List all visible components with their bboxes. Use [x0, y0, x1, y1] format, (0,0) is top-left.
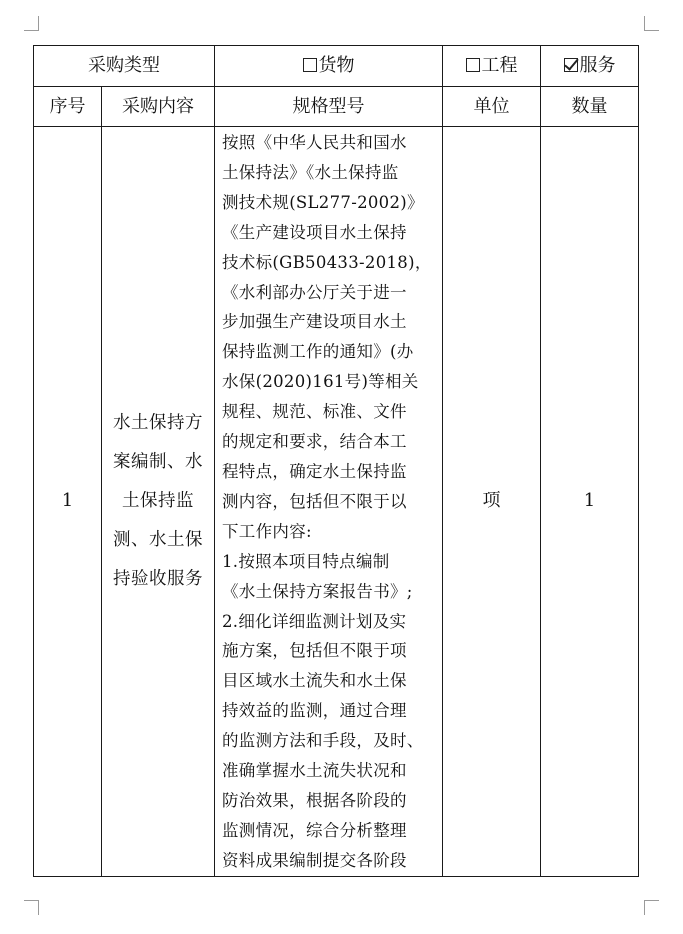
header-unit: 单位	[443, 87, 541, 127]
row-unit: 项	[443, 127, 541, 877]
row-content	[102, 127, 215, 877]
services-checked-checkbox-icon[interactable]	[564, 58, 578, 72]
table-row	[34, 127, 639, 877]
header-spec: 规格型号	[215, 87, 443, 127]
header-row	[34, 87, 639, 127]
procurement-type-row	[34, 46, 639, 87]
header-seq: 序号	[34, 87, 102, 127]
row-qty: 1	[541, 127, 639, 877]
crop-mark-top-left	[24, 16, 39, 31]
header-content: 采购内容	[102, 87, 215, 127]
option-construction-label: 工程	[481, 55, 518, 76]
goods-checkbox-icon[interactable]	[303, 58, 317, 72]
option-services[interactable]	[541, 46, 639, 87]
crop-mark-bottom-right	[644, 900, 659, 915]
option-services-label: 服务	[579, 55, 616, 76]
procurement-type-label: 采购类型	[34, 46, 215, 87]
option-construction[interactable]	[443, 46, 541, 87]
row-content-text: 水土保持方 案编制、水 土保持监 测、水土保 持验收服务	[113, 412, 203, 589]
crop-mark-top-right	[644, 16, 659, 31]
row-seq: 1	[34, 127, 102, 877]
row-spec-text: 按照《中华人民共和国水 土保持法》《水土保持监 测技术规(SL277-2002)》 《生产建设项目水土保持 技术标(GB50433-2018)， 《水利部办公厅关于进一 步加强生产建设项目水土 保持监测工作的通知》(办 水保(2020)161号)等相关 规程、规范、标准、文件 的规定和要求，结合本工 程特点，确定水土保持监 测内容，包括但不限于以 下工作内容: 1.按照本项目特点编制 《水土保持方案报告书》; 2.细化详细监测计划及实 施方案，包括但不限于项 目区域水土流失和水土保 持效益的监测，通过合理 的监测方法和手段，及时、 准确掌握水土流失状况和 防治效果，根据各阶段的 监测情况，综合分析整理 资料成果编制提交各阶段	[222, 133, 432, 870]
crop-mark-bottom-left	[24, 900, 39, 915]
procurement-table	[33, 45, 639, 877]
construction-checkbox-icon[interactable]	[466, 58, 480, 72]
header-qty: 数量	[541, 87, 639, 127]
row-spec	[215, 127, 443, 877]
option-goods[interactable]	[215, 46, 443, 87]
option-goods-label: 货物	[318, 55, 355, 76]
